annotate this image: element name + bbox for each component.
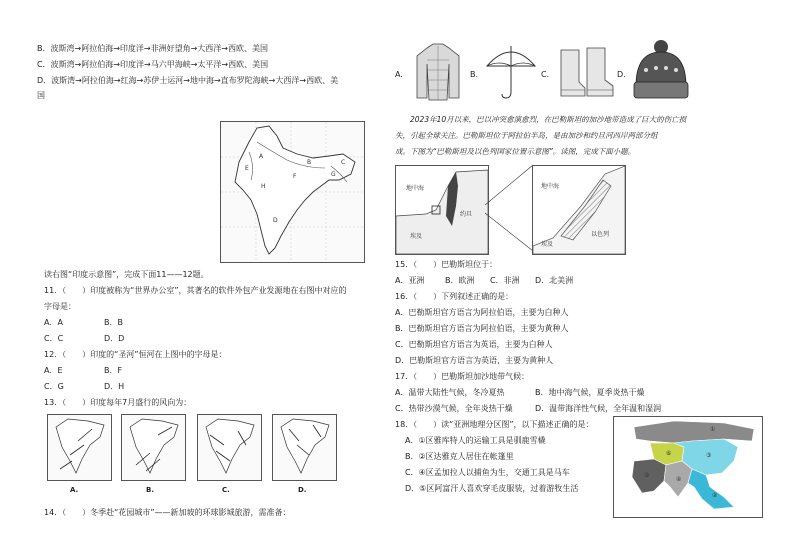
question-17: 17．（ ）巴勒斯坦加沙地带气候： [395, 372, 530, 381]
zoom-map-drawing [533, 166, 625, 254]
region-label-4: ④ [676, 476, 682, 483]
q14-option-d[interactable]: D. [617, 70, 626, 79]
q13-label-d: D. [298, 486, 307, 494]
q13-label-c: C. [222, 486, 230, 494]
india-label-h: H [261, 183, 266, 190]
boots-drawing [557, 44, 615, 100]
question-18: 18．（ ）读“亚洲地理分区图”，以下描述正确的是： [395, 420, 594, 429]
q13-map-a[interactable] [47, 414, 112, 481]
option-b-route: B．波斯湾→阿拉伯海→印度洋→非洲好望角→大西洋→西欧、美国 [37, 44, 269, 53]
snow-boots-icon [557, 44, 615, 100]
zoom-connector-lines [485, 163, 535, 253]
hat-drawing [630, 38, 692, 102]
q14-option-a[interactable]: A. [395, 70, 403, 79]
q16-option-d[interactable]: D．巴勒斯坦官方语言为英语，主要为黄种人 [395, 356, 554, 365]
region-label-1: ① [710, 426, 716, 433]
q14-option-b[interactable]: B. [470, 70, 479, 79]
india-label-e: E [245, 165, 249, 172]
region-north-asia [634, 421, 754, 443]
question-16: 16．（ ）下列叙述正确的是： [395, 292, 514, 301]
option-d-route: D．波斯湾→阿拉伯海→红海→苏伊士运河→地中海→直布罗陀海峡→大西洋→西欧、美 [37, 76, 339, 85]
india-label-f: F [293, 173, 297, 180]
q17-option-c[interactable]: C．热带沙漠气候，全年炎热干燥 [395, 404, 513, 413]
q18-option-a[interactable]: A．①区雅库特人的运输工具是驯鹿雪橇 [405, 436, 546, 445]
q14-option-c[interactable]: C. [541, 70, 550, 79]
q13-map-c[interactable] [197, 414, 262, 481]
question-15: 15．（ ）巴勒斯坦位于： [395, 260, 498, 269]
jacket-drawing [413, 42, 463, 102]
q17-option-a[interactable]: A．温带大陆性气候，冬冷夏热 [395, 388, 505, 397]
palestine-overview-map [395, 165, 489, 255]
india-label-g: G [331, 171, 336, 178]
q18-option-c[interactable]: C．④区孟加拉人以捕鱼为生，交通工具是马车 [405, 468, 570, 477]
region-label-3: ③ [706, 452, 712, 459]
q12-option-c[interactable]: C．G [44, 382, 64, 391]
q16-option-c[interactable]: C．巴勒斯坦官方语言为英语，主要为白种人 [395, 340, 553, 349]
question-14: 14．（ ）冬季赴“花园城市”——新加坡的环球影城旅游，需准备： [44, 508, 291, 517]
region-label-2: ② [712, 492, 718, 499]
question-11-cont: 字母是： [44, 302, 76, 311]
gaza-zoom-map [532, 165, 626, 255]
question-11: 11．（ ）印度被称为“世界办公室”，其著名的软件外包产业发源地在右图中对应的 [44, 286, 347, 295]
label-egypt: 埃及 [410, 233, 423, 240]
q13-map-d[interactable] [272, 414, 337, 481]
q15-option-c[interactable]: C．非洲 [490, 276, 520, 285]
label-mediterranean: 地中海 [406, 185, 425, 192]
passage-line-3: 成。下图为“巴勒斯坦及以色列国家位置示意图”。读图，完成下面小题。 [395, 147, 636, 156]
region-southeast-asia [688, 469, 734, 509]
knit-hat-icon [630, 38, 692, 102]
label-jordan: 约旦 [460, 211, 473, 218]
option-d-route-cont: 国 [37, 91, 45, 100]
q12-option-a[interactable]: A．E [44, 366, 63, 375]
q15-option-a[interactable]: A．亚洲 [395, 276, 425, 285]
wind-map-b-drawing [122, 415, 185, 480]
q11-option-b[interactable]: B．B [104, 318, 123, 327]
india-label-b: B [307, 159, 312, 166]
asia-regions-map [613, 416, 763, 518]
india-label-a: A [259, 153, 264, 160]
label-israel: 以色列 [591, 231, 610, 238]
label-mediterranean-zoom: 地中海 [541, 183, 560, 190]
label-egypt-zoom: 埃及 [541, 241, 554, 248]
down-jacket-icon [413, 42, 463, 102]
india-label-c: C [341, 159, 346, 166]
region-label-5: ⑤ [644, 472, 650, 479]
india-map-drawing [221, 122, 364, 262]
q17-option-d[interactable]: D．温带海洋性气候，全年温和湿润 [535, 404, 662, 413]
q15-option-d[interactable]: D．北美洲 [535, 276, 574, 285]
wind-map-c-drawing [198, 415, 261, 480]
question-13: 13．（ ）印度每年7月盛行的风向为： [44, 398, 192, 407]
q17-option-b[interactable]: B．地中海气候，夏季炎热干燥 [535, 388, 645, 397]
question-12: 12．（ ）印度的“圣河”恒河在上图中的字母是： [44, 350, 227, 359]
passage-line-1: 2023年10月以来，巴以冲突愈演愈烈，在巴勒斯坦的加沙地带造成了巨大的伤亡损 [410, 115, 687, 124]
q18-option-d[interactable]: D．⑤区阿富汗人喜欢穿毛皮服装，过着游牧生活 [405, 484, 579, 493]
india-map [220, 121, 365, 263]
overview-map-drawing [396, 166, 488, 254]
q13-map-b[interactable] [121, 414, 186, 481]
umbrella-icon [484, 44, 538, 100]
q15-option-b[interactable]: B．欧洲 [445, 276, 475, 285]
q12-option-b[interactable]: B．F [104, 366, 123, 375]
q12-option-d[interactable]: D．H [104, 382, 125, 391]
option-c-route: C．波斯湾→阿拉伯海→印度洋→马六甲海峡→太平洋→西欧、美国 [37, 60, 269, 69]
q13-label-a: A. [70, 486, 79, 494]
q11-option-a[interactable]: A．A [44, 318, 63, 327]
q11-option-c[interactable]: C．C [44, 334, 64, 343]
instruction-11-12: 读右图“印度示意图”，完成下面11——12题。 [44, 270, 209, 279]
umbrella-drawing [484, 44, 538, 100]
asia-map-drawing [614, 417, 762, 517]
q18-option-b[interactable]: B．②区达雅克人居住在帐篷里 [405, 452, 514, 461]
q13-label-b: B. [146, 486, 154, 494]
wind-map-a-drawing [48, 415, 111, 480]
q11-option-d[interactable]: D．D [104, 334, 125, 343]
wind-map-d-drawing [273, 415, 336, 480]
india-label-d: D [273, 217, 278, 224]
region-label-6: ⑥ [666, 450, 672, 457]
passage-line-2: 失，引起全球关注。巴勒斯坦位于阿拉伯半岛，是由加沙和约旦河西岸两部分组 [395, 131, 658, 140]
q16-option-b[interactable]: B．巴勒斯坦官方语言为阿拉伯语，主要为黄种人 [395, 324, 569, 333]
q16-option-a[interactable]: A．巴勒斯坦官方语言为阿拉伯语，主要为白种人 [395, 308, 569, 317]
